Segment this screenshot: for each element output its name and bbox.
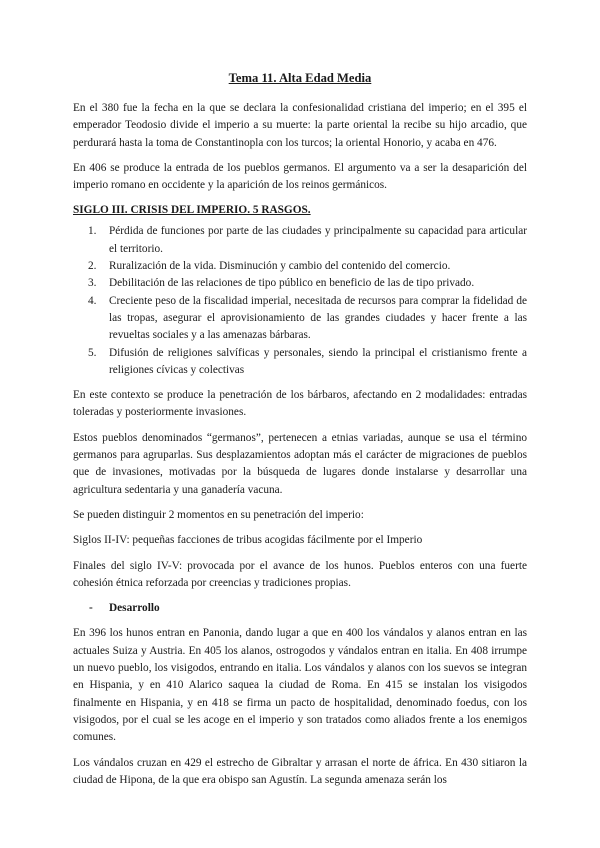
middle-paragraph-4: Siglos II-IV: pequeñas facciones de tribus acogidas fácilmente por el Imperio bbox=[73, 534, 423, 547]
list-number: 2. bbox=[88, 260, 97, 273]
list-text: Difusión de religiones salvíficas y personales, siendo la principal el cristianismo frente a religiones cívicas y colectivas bbox=[109, 346, 527, 376]
list-text: Creciente peso de la fiscalidad imperial, necesitada de recursos para comprar la fidelidad de las tropas, asegurar el aprovisionamiento de las grandes ciudades y hacer frente a las revueltas sociales y a las amenazas bárbaras. bbox=[109, 294, 527, 342]
list-item bbox=[73, 275, 527, 292]
middle-paragraph-1: En este contexto se produce la penetración de los bárbaros, afectando en 2 modalidades: entradas toleradas y posteriormente invasiones. bbox=[73, 389, 527, 419]
intro-paragraph-2: En 406 se produce la entrada de los pueblos germanos. El argumento va a ser la desaparición del imperio romano en occidente y la aparición de los reinos germánicos. bbox=[73, 161, 527, 192]
list-item bbox=[73, 223, 527, 258]
intro-paragraph-1: En el 380 fue la fecha en la que se declara la confesionalidad cristiana del imperio; en el 395 el emperador Teodosio divide el imperio a su muerte: la parte oriental la recibe su hijo arcadio, que perdurará hasta la toma de Constantinopla con los turcos; la oriental Honorio, y acaba en 476. bbox=[73, 102, 527, 149]
section-heading: SIGLO III. CRISIS DEL IMPERIO. 5 RASGOS. bbox=[73, 204, 311, 217]
document-title: Tema 11. Alta Edad Media bbox=[228, 71, 372, 85]
subheading bbox=[73, 600, 527, 617]
middle-paragraph-3: Se pueden distinguir 2 momentos en su penetración del imperio: bbox=[73, 508, 364, 521]
dash-marker: - bbox=[89, 602, 93, 615]
end-paragraph-1: En 396 los hunos entran en Panonia, dando lugar a que en 400 los vándalos y alanos entran en las actuales Suiza y Austria. En 405 los alanos, ostrogodos y vándalos entran en italia. En 408 irrumpe un nuevo pueblo, los visigodos, entrando en italia. Los vándalos y alanos con los suevos se integran en Hispania, y en 410 Alarico saquea la ciudad de Roma. En 415 se instalan los visigodos finalmente en Hispania, y en 418 se firma un pacto de hospitalidad, denominado foedus, con los visigodos, por el cual se les acoge en el imperio y son tratados como aliados frente a los enemigos comunes. bbox=[73, 627, 527, 744]
list-text: Pérdida de funciones por parte de las ciudades y principalmente su capacidad para articular el territorio. bbox=[109, 225, 527, 255]
middle-paragraph-5: Finales del siglo IV-V: provocada por el avance de los hunos. Pueblos enteros con una fuerte cohesión étnica reforzada por creencias y tradiciones propias. bbox=[73, 559, 527, 589]
subheading-text: Desarrollo bbox=[109, 602, 160, 615]
list-number: 3. bbox=[88, 277, 97, 290]
list-item bbox=[73, 258, 527, 275]
list-number: 5. bbox=[88, 346, 97, 359]
list-text: Ruralización de la vida. Disminución y cambio del contenido del comercio. bbox=[109, 260, 451, 273]
middle-paragraph-2: Estos pueblos denominados “germanos”, pertenecen a etnias variadas, aunque se usa el término germanos para agruparlas. Sus desplazamientos adoptan más el carácter de migraciones de pueblos que de invasiones, motivadas por la búsqueda de lugares donde instalarse y desarrollar una agricultura sedentaria y una ganadería vacuna. bbox=[73, 431, 527, 496]
list-item bbox=[73, 345, 527, 380]
list-number: 4. bbox=[88, 294, 97, 307]
crisis-list bbox=[73, 223, 527, 379]
document-page bbox=[73, 70, 527, 797]
list-number: 1. bbox=[88, 225, 97, 238]
list-text: Debilitación de las relaciones de tipo público en beneficio de las de tipo privado. bbox=[109, 277, 475, 290]
list-item bbox=[73, 293, 527, 345]
end-paragraph-2: Los vándalos cruzan en 429 el estrecho de Gibraltar y arrasan el norte de áfrica. En 430 sitiaron la ciudad de Hipona, de la que era obispo san Agustín. La segunda amenaza serán los bbox=[73, 756, 527, 786]
